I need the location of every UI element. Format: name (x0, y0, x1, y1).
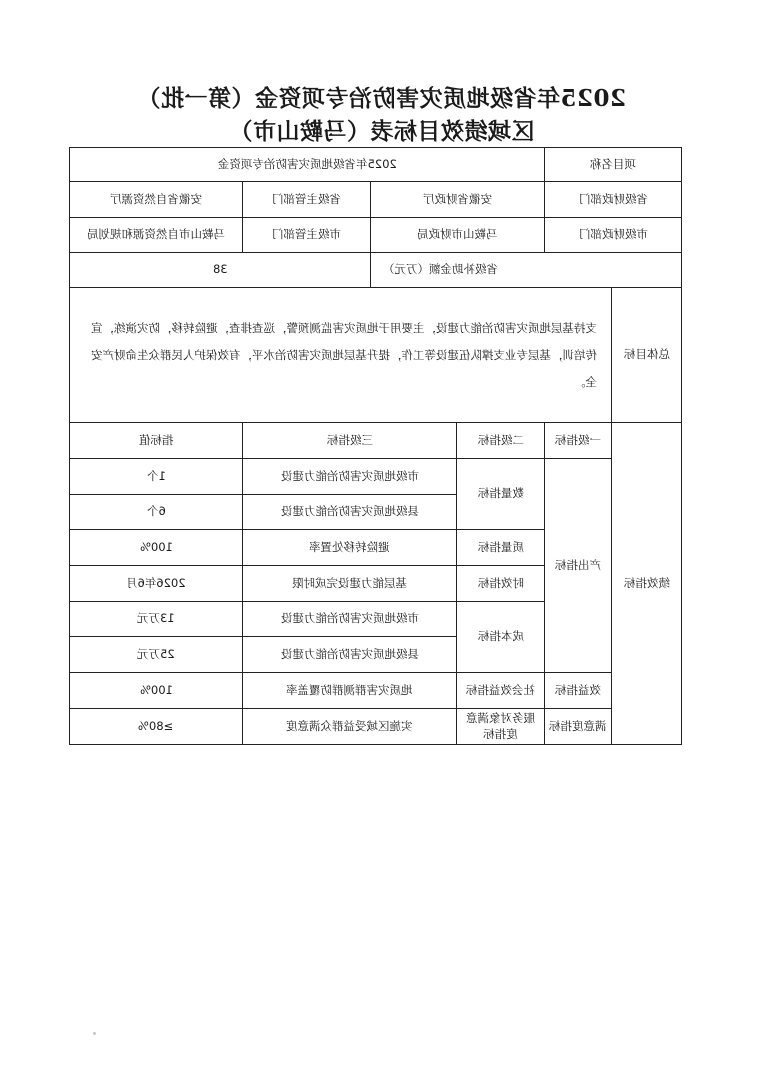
table-row-project-name (70, 148, 682, 182)
provincial-finance-value: 安徽省财政厅 (371, 182, 545, 218)
table-row-indicator-headers (70, 423, 682, 459)
scan-speck (93, 1032, 96, 1035)
provincial-mgr-label: 省级主管部门 (243, 182, 371, 218)
indicator-name: 县级地质灾害防治能力建设 (243, 637, 457, 673)
header-value: 指标值 (70, 423, 243, 459)
table-row-provincial (70, 182, 682, 218)
indicator-value: 6个 (70, 495, 243, 530)
municipal-mgr-label: 市级主管部门 (243, 218, 371, 253)
output-indicator-label: 产出指标 (545, 459, 612, 673)
quality-indicator-label: 质量指标 (457, 530, 545, 566)
social-benefit-indicator-label: 社会效益指标 (457, 673, 545, 709)
document-title (0, 80, 763, 113)
provincial-finance-label: 省级财政部门 (545, 182, 682, 218)
municipal-finance-label: 市级财政部门 (545, 218, 682, 253)
indicator-value: 100% (70, 530, 243, 566)
indicator-name: 县级地质灾害防治能力建设 (243, 495, 457, 530)
indicator-value: 100% (70, 673, 243, 709)
indicator-name: 市级地质灾害防治能力建设 (243, 459, 457, 495)
header-level1: 一级指标 (545, 423, 612, 459)
municipal-mgr-value: 马鞍山市自然资源和规划局 (70, 218, 243, 253)
performance-indicators-label: 绩效指标 (612, 423, 682, 745)
indicator-value: ≥80% (70, 709, 243, 745)
table-row (70, 709, 682, 745)
document-title-line2: 区域绩效目标表（马鞍山市） (228, 118, 535, 145)
table-row (70, 673, 682, 709)
indicator-name: 实施区域受益群众满意度 (243, 709, 457, 745)
indicator-name: 地质灾害群测群防覆盖率 (243, 673, 457, 709)
performance-target-table (69, 147, 682, 745)
table-row-overall-goal (70, 288, 682, 423)
table-row-subsidy (70, 253, 682, 288)
document-title-line1: 2025年省级地质灾害防治专项资金（第一批） (136, 85, 626, 112)
benefit-indicator-label: 效益指标 (545, 673, 612, 709)
municipal-finance-value: 马鞍山市财政局 (371, 218, 545, 253)
provincial-mgr-value: 安徽省自然资源厅 (70, 182, 243, 218)
indicator-value: 2026年6月 (70, 566, 243, 602)
service-satisfaction-indicator-label: 服务对象满意度指标 (457, 709, 545, 745)
header-level3: 三级指标 (243, 423, 457, 459)
project-name-value: 2025年省级地质灾害防治专项资金 (70, 148, 545, 182)
indicator-value: 1个 (70, 459, 243, 495)
document-subtitle (0, 113, 763, 146)
timeliness-indicator-label: 时效指标 (457, 566, 545, 602)
quantity-indicator-label: 数量指标 (457, 459, 545, 530)
subsidy-value: 38 (70, 253, 371, 288)
indicator-name: 避险转移处置率 (243, 530, 457, 566)
indicator-value: 25万元 (70, 637, 243, 673)
indicator-name: 基层能力建设完成时限 (243, 566, 457, 602)
subsidy-label: 省级补助金额（万元） (371, 253, 682, 288)
project-name-label: 项目名称 (545, 148, 682, 182)
table-row-municipal (70, 218, 682, 253)
indicator-value: 13万元 (70, 602, 243, 637)
cost-indicator-label: 成本指标 (457, 602, 545, 673)
satisfaction-indicator-label: 满意度指标 (545, 709, 612, 745)
overall-goal-text: 支持基层地质灾害防治能力建设，主要用于地质灾害监测预警，巡查排查，避险转移，防灾演练，宣传培训，基层专业支撑队伍建设等工作，提升基层地质灾害防治水平，有效保护人民群众生命财产安全。 (70, 288, 612, 423)
overall-goal-label: 总体目标 (612, 288, 682, 423)
indicator-name: 市级地质灾害防治能力建设 (243, 602, 457, 637)
header-level2: 二级指标 (457, 423, 545, 459)
table-row (70, 459, 682, 495)
